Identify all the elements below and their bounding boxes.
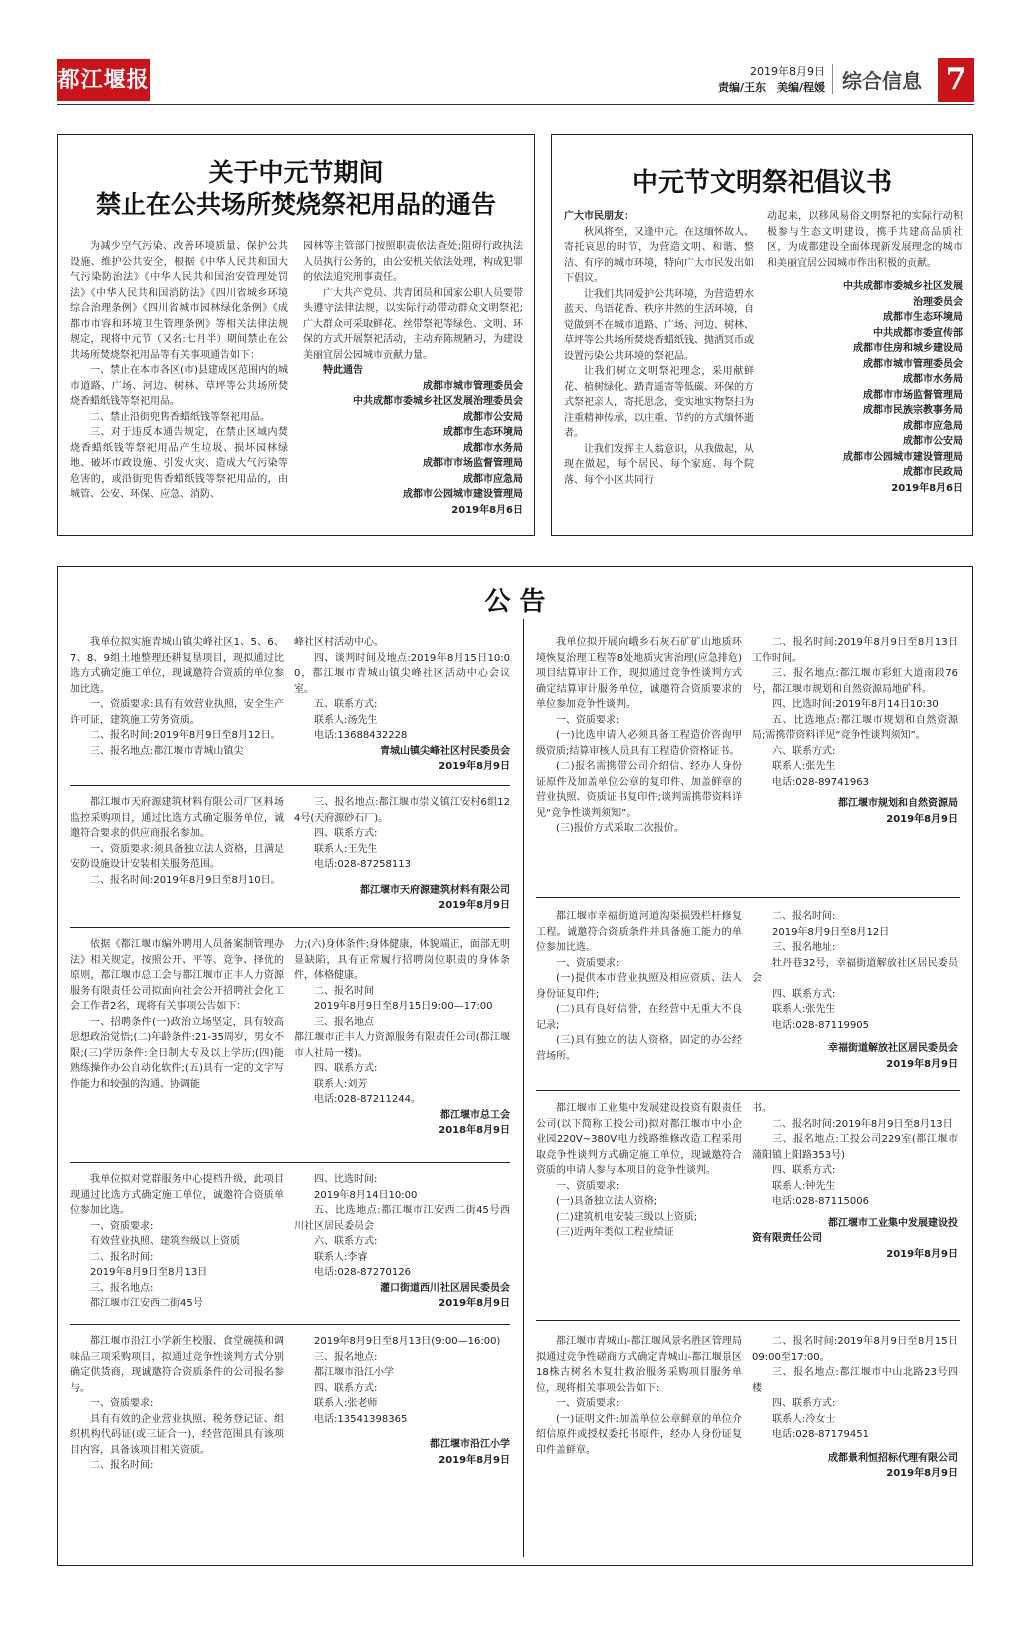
notice-title-2: 禁止在公共场所焚烧祭祀用品的通告: [95, 190, 496, 219]
ad-8-col-1: [536, 1101, 742, 1241]
notice-col-2: [303, 239, 523, 518]
ad-text: 电话:028-89741963: [772, 776, 869, 788]
ad-5-col-2: [294, 1334, 510, 1468]
proposal-signer: 成都市生态环境局: [883, 312, 963, 323]
notice-signer: 成都市应急局: [463, 473, 523, 485]
ad-signer: 成都景利恒招标代理有限公司: [828, 1452, 958, 1464]
proposal-box: [551, 134, 973, 536]
ad-text: 2019年8月9日至8月13日: [90, 1267, 208, 1278]
ad-9-col-2: [752, 1334, 958, 1482]
notice-signer: 成都市公安局: [463, 411, 523, 423]
notice-signer: 成都市生态环境局: [443, 427, 523, 438]
ad-text: 联系人:刘芳: [314, 1078, 368, 1090]
ad-text: 联系人:张先生: [772, 1004, 836, 1015]
ad-text: 四、联系方式:: [314, 828, 378, 839]
announcements-title: 公 告: [484, 587, 546, 617]
header-date-block: [705, 64, 825, 96]
notice-col-1: [70, 239, 288, 503]
ad-date: 2019年8月9日: [438, 761, 510, 772]
ad-text: 一、资质要求:: [90, 1220, 154, 1232]
ad-7-col-2: [752, 909, 958, 1072]
ad-date: 2019年8月9日: [886, 1468, 958, 1479]
proposal-signer: 成都市市场监督管理局: [863, 389, 963, 401]
notice-special: 特此通告: [323, 365, 363, 376]
ad-3-col-2: [294, 937, 510, 1139]
ad-text: 二、报名时间:: [90, 1251, 154, 1263]
ad-date: 2018年8月9日: [438, 1125, 510, 1136]
proposal-para: 让我们共同爱护公共环境，为营造碧水蓝天、鸟语花香、秩序井然的生活环境，自觉做到不在城市道路、广场、河边、树林、草坪等公共场所焚烧香蜡纸钱、抛洒冥币或设置污染公共环境的祭祀品。: [564, 288, 754, 362]
ad-text: (三)具有独立的法人资格，固定的办公经营场所。: [536, 1035, 742, 1062]
ad-text: 四、比选时间:: [314, 1174, 378, 1185]
ad-6-col-1: [536, 635, 742, 837]
ad-text: 一、资质要求:: [556, 1180, 620, 1192]
ad-text: (二)报名需携带公司介绍信、经办人身份证原件及加盖单位公章的复印件、加盖鲜章的营业执照、资质证书复印件;谈判需携带资料详见“竞争性谈判须知”。: [536, 761, 742, 819]
header-divider: [832, 64, 833, 94]
ad-text: 都江堰市天府源建筑材料有限公司厂区料场监控采购项目，通过比选方式确定服务单位，诚邀符合要求的供应商报名参加。: [70, 797, 284, 839]
ad-text: 一、资质要求:具有有效营业执照，安全生产许可证，建筑施工劳务资质。: [70, 699, 284, 726]
ad-2-col-1: [70, 795, 284, 888]
ad-text: 峰社区村活动中心。: [294, 637, 384, 648]
notice-para: 为减少空气污染、改善环境质量、保护公共设施、维护公共安全，根据《中华人民共和国大气污染防治法》《中华人民共和国治安管理处罚法》《中华人民共和国消防法》《四川省城乡环境综合治理条例》《四川省城市园林绿化条例》《成都市市容和环境卫生管理条例》等相关法律法规规定，现将中元节（又名:七月半）期间禁止在公共场所焚烧祭祀用品等有关事项通告如下：: [70, 241, 288, 361]
ad-text: (一)具备独立法人资格;: [556, 1196, 658, 1207]
ad-text: 三、报名地点:都江堰市中山北路23号四楼: [752, 1367, 958, 1394]
ad-text: 联系人:张老师: [314, 1398, 378, 1409]
ad-text: 联系人:李睿: [314, 1251, 368, 1263]
ad-text: (二)建筑机电安装三级以上资质;: [556, 1211, 698, 1223]
proposal-signer: 成都市水务局: [903, 374, 963, 385]
ad-text: 我单位拟对党群服务中心提档升级，此项目现通过比选方式确定施工单位，诚邀符合资质单位参加比选。: [70, 1174, 284, 1216]
section-title: 综合信息: [842, 69, 922, 93]
notice-para: 园林等主管部门按照职责依法查处;阻碍行政执法人员执行公务的，由公安机关依法处理，构成犯罪的依法追究刑事责任。: [303, 241, 523, 283]
ad-text: 五、联系方式:: [314, 699, 378, 710]
proposal-col-1: [564, 209, 754, 488]
proposal-signer: 成都市民政局: [903, 467, 963, 478]
notice-signer: 成都市城市管理委员会: [423, 380, 523, 392]
ad-text: 联系人:王先生: [314, 843, 378, 855]
ad-text: 我单位拟开展向峨乡石灰石矿矿山地质环境恢复治理工程等8处地质灾害治理(应急排危)项目结算审计工作，现拟通过竞争性谈判方式确定结算审计服务单位，诚邀符合资质要求的单位参加竞争性谈判。: [536, 637, 742, 710]
ad-text: 四、比选时间:2019年8月14日10:30: [772, 699, 939, 710]
ad-text: 六、联系方式:: [314, 1236, 378, 1247]
ad-text: 都江堰市青城山-都江堰风景名胜区管理局拟通过竞争性磋商方式确定青城山-都江堰景区18株古树名木复壮救治服务采购项目服务单位，现将相关事项公告如下:: [536, 1336, 742, 1394]
ad-text: 电话:13688432228: [314, 730, 408, 741]
ad-5-col-1: [70, 1334, 284, 1474]
ad-text: 四、联系方式:: [772, 988, 836, 1000]
proposal-date: 2019年8月6日: [891, 482, 963, 494]
ad-text: 一、资质要求:: [556, 714, 620, 726]
ad-text: 三、报名地址:: [772, 942, 836, 953]
ad-text: 三、报名地点:都江堰市崇义镇江安村6组124号(天府源砂石厂)。: [294, 797, 510, 824]
ad-text: 二、报名时间:2019年8月9日至8月12日。: [90, 730, 281, 741]
ad-text: 五、比选地点:都江堰市规划和自然资源局;需携带资料详见“竞争性谈判须知”。: [752, 714, 958, 741]
ad-text: 联系人:张先生: [772, 761, 836, 772]
ad-text: 电话:028-87270126: [314, 1267, 411, 1278]
proposal-signer: 中共成都市委宣传部: [873, 327, 963, 339]
ad-text: 四、联系方式:: [772, 1165, 836, 1176]
ad-signer: 都江堰市工业集中发展建设投: [828, 1217, 958, 1229]
ad-text: 电话:028-87258113: [314, 859, 411, 870]
ad-text: 四、联系方式:: [772, 1398, 836, 1409]
notice-signer: 中共成都市委城乡社区发展治理委员会: [353, 396, 523, 407]
proposal-signer: 成都市民族宗教事务局: [863, 405, 963, 416]
notice-title-1: 关于中元节期间: [208, 158, 384, 187]
ad-text: 都江堰市江安西二街45号: [90, 1298, 203, 1309]
ad-text: 都江堰市沿江小学新生校服、食堂碗筷和调味品三项采购项目，拟通过竞争性谈判方式分别确定供货商，现诚邀符合资质条件的公司报名参与。: [70, 1336, 284, 1394]
ad-separator: [536, 1320, 960, 1321]
ad-date: 2019年8月9日: [886, 1248, 958, 1260]
ad-text: 都江堰市工业集中发展建设投资有限责任公司(以下简称工投公司)拟对都江堰市中小企业园220V~380V电力线路维修改造工程采用取竞争性谈判方式确定施工单位，现诚邀符合资质的申请人参与本项目的竞争性谈判。: [536, 1103, 742, 1176]
ad-text: 都江堰市正丰人力资源服务有限责任公司(都江堰市人社局一楼)。: [294, 1032, 510, 1059]
proposal-col-2: [767, 209, 963, 496]
ad-text: 三、报名地点:: [90, 1282, 154, 1294]
ad-text: 联系人:汤先生: [314, 714, 378, 726]
notice-para: 二、禁止沿街兜售香蜡纸钱等祭祀用品。: [90, 411, 270, 423]
ad-text: 三、报名地点:工投公司229室(都江堰市蒲阳镇上阳路353号): [752, 1134, 958, 1161]
ad-date: 2019年8月9日: [438, 900, 510, 911]
proposal-salute: 广大市民朋友：: [564, 211, 634, 222]
notice-para: 三、对于违反本通告规定，在禁止区域内焚烧香蜡纸钱等祭祀用品产生垃圾、损坏园林绿地、破坏市政设施、引发火灾、造成大气污染等危害的，或沿街兜售香蜡纸钱等祭祀用品的，由城管、公安、环保、应急、消防、: [70, 427, 288, 500]
ad-text: 具有有效的企业营业执照、税务登记证、组织机构代码证(或三证合一)，经营范围具有该项目内容，具备该项目相关资质。: [70, 1413, 284, 1456]
ad-text: 二、报名时间:2019年8月9日至8月13日: [772, 1118, 953, 1130]
ad-text: 联系人:钟先生: [772, 1180, 836, 1192]
ad-signer: 都江堰市总工会: [440, 1109, 510, 1121]
proposal-signer: 成都市应急局: [903, 420, 963, 432]
ad-text: 电话:13541398365: [314, 1413, 408, 1425]
ad-2-col-2: [294, 795, 510, 914]
proposal-signer: 成都市公安局: [903, 436, 963, 447]
ad-date: 2019年8月9日: [886, 1058, 958, 1070]
ad-4-col-1: [70, 1172, 284, 1312]
ad-3-col-1: [70, 937, 284, 1092]
ad-text: (一)比选申请人必须具备工程造价咨询甲级资质;结算审核人员具有工程造价资格证书。: [536, 730, 742, 757]
ad-text: 四、联系方式:: [314, 1382, 378, 1394]
ad-separator: [70, 1324, 510, 1325]
notice-signer: 成都市公园城市建设管理局: [403, 489, 523, 500]
ad-signer: 幸福街道解放社区居民委员会: [828, 1043, 958, 1054]
ad-signer: 资有限责任公司: [752, 1233, 822, 1244]
ad-text: 五、比选地点:都江堰市江安西二街45号西川社区居民委员会: [294, 1205, 510, 1232]
ad-text: (三)报价方式采取二次报价。: [556, 823, 684, 834]
page-number: 7: [938, 58, 974, 102]
header-rule: [57, 104, 974, 105]
ad-text: 二、报名时间:: [90, 1460, 154, 1471]
ad-text: 2019年8月9日至8月15日9:00—17:00: [314, 1001, 493, 1012]
announcements-box: [57, 566, 973, 1566]
ad-signer: 青城山镇尖峰社区村民委员会: [380, 745, 510, 757]
ad-text: 牡丹巷32号，幸福街道解放社区居民委员会: [752, 957, 958, 984]
proposal-title: 中元节文明祭祀倡议书: [631, 168, 892, 198]
notice-para: 一、禁止在本市各区(市)县建成区范围内的城市道路、广场、河边、树林、草坪等公共场所焚烧香蜡纸钱等祭祀用品。: [70, 365, 288, 407]
header-date: 2019年8月9日: [750, 65, 825, 78]
ad-text: 都江堰市幸福街道河道沟渠损毁栏杆修复工程。诚邀符合资质条件并具备施工能力的单位参加比选。: [536, 911, 742, 953]
ad-1-col-1: [70, 635, 284, 759]
ad-text: 一、资质要求:: [556, 1398, 620, 1409]
ad-separator: [70, 927, 510, 928]
ad-text: 2019年8月14日10:00: [314, 1189, 418, 1201]
ad-text: 电话:028-87115006: [772, 1196, 869, 1207]
ad-6-col-2: [752, 635, 958, 827]
ad-signer: 都江堰市沿江小学: [430, 1439, 510, 1450]
proposal-para: 秋风将至，又逢中元。在这缅怀故人、寄托哀思的时节，为营造文明、和谐、整洁、有序的城市环境，特向广大市民发出如下倡议。: [564, 226, 754, 284]
ad-text: 三、报名地点:都江堰市彩虹大道南段76号，都江堰市规划和自然资源局地矿科。: [752, 668, 958, 695]
proposal-signer: 成都市住房和城乡建设局: [853, 343, 963, 354]
ad-text: 一、招聘条件(一)政治立场坚定，具有较高思想政治觉悟;(二)年龄条件:21-35周岁，男女不限;(三)学历条件:全日制大专及以上学历;(四)能熟练操作办公自动化软件;(五)具有一定的文字写作能力和较强的沟通、协调能: [70, 1016, 284, 1090]
proposal-para: 动起来，以移风易俗文明祭祀的实际行动积极参与生态文明建设，携手共建高品质社区，为成都建设全面体现新发展理念的城市和美丽宜居公园城市作出积极的贡献。: [767, 211, 963, 269]
ad-signer: 都江堰市天府源建筑材料有限公司: [360, 884, 510, 896]
ad-text: 依据《都江堰市编外聘用人员备案制管理办法》相关规定，按照公开、平等、竞争、择优的原则，都江堰市总工会与都江堰市正丰人力资源服务有限责任公司拟面向社会公开招聘社会化工会工作者2名，现将有关事项公告如下：: [70, 939, 284, 1012]
proposal-signer: 成都市公园城市建设管理局: [843, 451, 963, 463]
ad-text: 2019年8月9日至8月13日(9:00—16:00): [314, 1336, 501, 1347]
ad-signer: 灌口街道西川社区居民委员会: [380, 1282, 510, 1294]
proposal-para: 让我们发挥主人翁意识，从我做起，从现在做起，每个居民、每个家庭、每个院落、每个小区共同行: [564, 443, 754, 486]
ad-text: 三、报名地点: [314, 1016, 374, 1028]
ad-text: 一、资质要求:: [556, 957, 620, 969]
ad-text: 二、报名时间: [314, 985, 374, 997]
ad-text: 力;(六)身体条件:身体健康，体貌端正，面部无明显缺陷，具有正常履行招聘岗位职责的身体条件，体格健康。: [294, 939, 510, 981]
ad-text: 四、谈判时间及地点:2019年8月15日10:00，都江堰市青城山镇尖峰社区活动中心会议室。: [294, 652, 510, 695]
ad-text: 2019年8月9日至8月12日: [772, 926, 890, 938]
ad-text: 六、联系方式:: [772, 745, 836, 757]
ad-text: 二、报名时间:: [772, 911, 836, 922]
ad-text: 电话:028-87211244。: [314, 1094, 421, 1105]
ad-text: 都江堰市沿江小学: [314, 1367, 394, 1378]
notice-signer: 成都市水务局: [463, 442, 523, 454]
ad-separator: [536, 897, 960, 898]
ad-8-col-2: [752, 1101, 958, 1262]
ad-text: 联系人:冷女士: [772, 1413, 836, 1425]
notice-box: [57, 134, 535, 536]
ad-separator: [536, 1090, 960, 1091]
ad-text: 二、报名时间:2019年8月9日至8月15日09:00至17:00。: [752, 1336, 958, 1363]
ad-date: 2019年8月9日: [438, 1454, 510, 1466]
ad-separator: [70, 785, 510, 786]
ad-4-col-2: [294, 1172, 510, 1312]
ad-text: (一)提供本市营业执照及相应资质、法人身份证复印件;: [536, 973, 742, 1000]
ad-date: 2019年8月9日: [438, 1298, 510, 1309]
ad-9-col-1: [536, 1334, 742, 1458]
ad-1-col-2: [294, 635, 510, 775]
proposal-signer: 中共成都市委城乡社区发展: [843, 281, 963, 292]
proposal-para: 让我们树立文明祭祀理念，采用献鲜花、植树绿化、踏青遥寄等低碳、环保的方式祭祀亲人，寄托思念，变实地实物祭扫为注重精神传承，以庄重、节约的方式缅怀逝者。: [564, 366, 754, 439]
column-divider: [523, 619, 524, 1557]
ad-date: 2019年8月9日: [886, 813, 958, 825]
ad-text: 二、报名时间:2019年8月9日至8月13日工作时间。: [752, 637, 958, 664]
proposal-signer: 成都市城市管理委员会: [863, 358, 963, 370]
notice-signer: 成都市市场监督管理局: [423, 458, 523, 469]
ad-text: 三、报名地点:: [314, 1351, 378, 1363]
proposal-signer: 治理委员会: [913, 296, 963, 308]
header-editors: 责编/王东 美编/程媛: [717, 81, 825, 94]
ad-signer: 都江堰市规划和自然资源局: [838, 798, 958, 809]
ad-text: 二、报名时间:2019年8月9日至8月10日。: [90, 874, 281, 886]
notice-para: 广大共产党员、共青团员和国家公职人员要带头遵守法律法规，以实际行动带动群众文明祭祀;广大群众可采取鲜花、丝带祭祀等绿色、文明、环保的方式开展祭祀活动，主动弃陈规陋习，为建设美丽宜居公园城市贡献力量。: [303, 287, 523, 361]
ad-text: (三)近两年类似工程业绩证: [556, 1227, 674, 1238]
notice-date: 2019年8月6日: [451, 504, 523, 516]
ad-text: 一、资质要求:须具备独立法人资格，且满足安防设施设计安装相关服务范围。: [70, 843, 284, 870]
ad-text: 四、联系方式:: [314, 1063, 378, 1074]
ad-text: 电话:028-87119905: [772, 1019, 869, 1031]
ad-text: 电话:028-87179451: [772, 1429, 869, 1440]
ad-text: 书。: [752, 1103, 772, 1114]
newspaper-logo: 都江堰报: [57, 59, 150, 101]
ad-text: 我单位拟实施青城山镇尖峰社区1、5、6、7、8、9组土地整理还耕复垦项目，现拟通过比选方式确定施工单位，现诚邀符合资质的单位参加比选。: [70, 637, 284, 695]
ad-text: 一、资质要求:: [90, 1398, 154, 1409]
ad-text: 三、报名地点:都江堰市青城山镇尖: [90, 745, 244, 757]
ad-separator: [70, 1162, 510, 1163]
ad-text: 有效营业执照、建筑叁级以上资质: [90, 1236, 240, 1247]
ad-text: (二)具有良好信誉，在经营中无重大不良记录;: [536, 1004, 742, 1031]
ad-text: (一)证明文件:加盖单位公章鲜章的单位介绍信原件或授权委托书原件，经办人身份证复印件盖鲜章。: [536, 1413, 742, 1456]
ad-7-col-1: [536, 909, 742, 1064]
